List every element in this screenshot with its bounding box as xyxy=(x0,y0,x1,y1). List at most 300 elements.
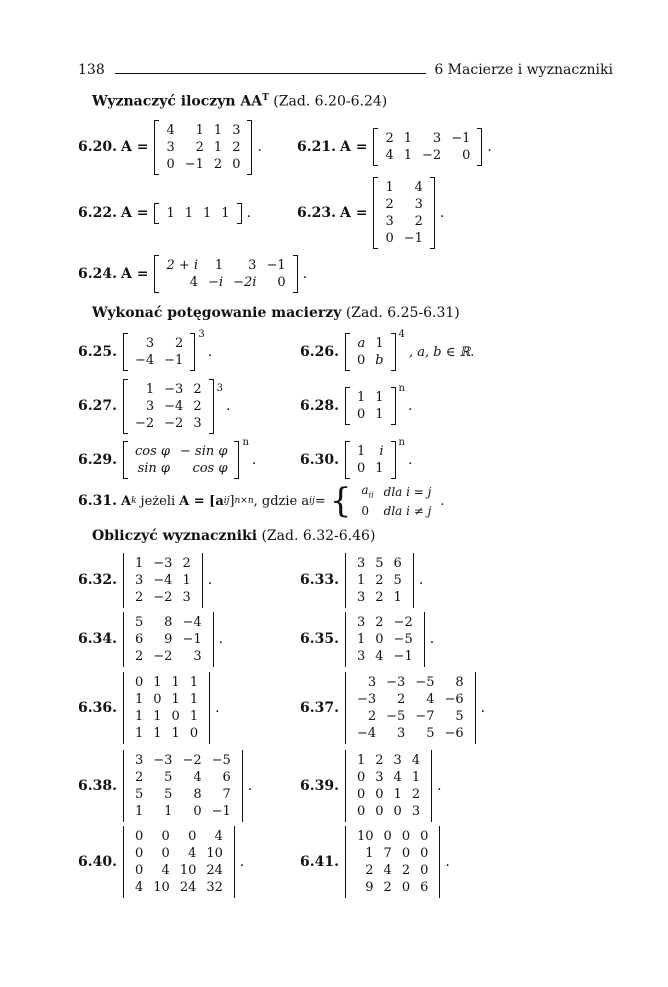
matrix-cell: 3 xyxy=(356,589,366,605)
problem-6-40: 6.40. 0 0 0 4 0 0 4 10 0 4 10 24 4 10 24 32 . xyxy=(78,826,244,898)
matrix-row xyxy=(352,674,469,691)
matrix-cell: 3 xyxy=(182,589,191,605)
matrix-row xyxy=(161,257,290,274)
matrix-cell: 2 xyxy=(365,863,374,878)
matrix-grid xyxy=(380,130,475,164)
matrix-row xyxy=(352,572,407,589)
matrix-cell: 1 xyxy=(171,692,180,707)
matrix-cell: 2 xyxy=(175,336,184,351)
matrix-grid xyxy=(130,335,188,369)
section-title-det: Obliczyć wyznaczniki (Zad. 6.32-6.46) xyxy=(92,528,376,544)
determinant xyxy=(345,750,432,822)
matrix-cell: 3 xyxy=(145,336,155,351)
matrix-row xyxy=(130,648,207,665)
matrix-cell: 4 xyxy=(375,648,384,664)
matrix-cell: 1 xyxy=(166,205,175,221)
determinant xyxy=(123,553,203,608)
matrix-cell: 2 xyxy=(195,139,204,155)
matrix-row xyxy=(130,631,207,648)
matrix-cell: 1 xyxy=(375,407,384,422)
matrix-cell: 2 xyxy=(383,880,392,895)
matrix-cell: −1 xyxy=(403,231,423,246)
matrix-cell: 5 xyxy=(134,787,144,802)
lhs: A = xyxy=(120,139,149,155)
matrix-cell: 2 xyxy=(213,156,223,172)
matrix-cell: 1 xyxy=(164,804,173,819)
matrix-cell: −5 xyxy=(393,631,413,647)
matrix-cell: 2 xyxy=(182,555,191,571)
matrix-cell: 10 xyxy=(179,863,197,878)
matrix-cell: 1 xyxy=(411,770,421,785)
matrix-cell: −i xyxy=(208,275,224,290)
matrix-row xyxy=(130,589,196,606)
matrix xyxy=(123,441,239,479)
matrix-cell: 0 xyxy=(153,692,162,707)
matrix-cell: 1 xyxy=(153,675,162,690)
matrix-cell: 1 xyxy=(195,122,204,138)
matrix-cell: 4 xyxy=(393,770,402,785)
matrix-cell: 2 xyxy=(375,589,384,605)
matrix-cell: 1 xyxy=(171,675,180,690)
matrix-cell: 1 xyxy=(153,726,162,741)
matrix-cell: −4 xyxy=(356,726,377,741)
matrix-cell: 9 xyxy=(164,631,173,647)
matrix-cell: b xyxy=(375,353,384,368)
matrix-cell: −3 xyxy=(153,753,173,768)
matrix-cell: −4 xyxy=(153,572,173,588)
matrix-row xyxy=(130,460,232,477)
matrix-cell: 3 xyxy=(193,415,202,431)
matrix-cell: − sin φ xyxy=(180,444,228,459)
matrix-cell: 5 xyxy=(426,726,435,741)
matrix-cell: 2 xyxy=(385,197,394,212)
matrix-cell: 4 xyxy=(188,846,197,861)
problem-6-34: 6.34. 5 8 −4 6 9 −1 2 −2 3 . xyxy=(78,612,223,666)
matrix-cell: 1 xyxy=(375,336,384,351)
matrix-cell: 0 xyxy=(134,846,144,861)
matrix-grid xyxy=(380,179,427,247)
matrix-cell: 3 xyxy=(166,139,175,155)
matrix-grid xyxy=(161,257,290,291)
matrix-cell: 0 xyxy=(161,846,170,861)
matrix-cell: −1 xyxy=(164,353,184,368)
matrix-cell: −1 xyxy=(182,631,202,647)
matrix-cell: sin φ xyxy=(137,461,170,476)
matrix-row xyxy=(161,205,234,222)
problem-6-21: 6.21. A = 2 1 3 −1 4 1 −2 0 . xyxy=(297,128,492,166)
matrix-cell: 0 xyxy=(171,709,180,724)
matrix-cell: 1 xyxy=(365,846,374,861)
matrix-cell: 1 xyxy=(134,555,144,571)
matrix-cell: 32 xyxy=(206,880,223,895)
problem-6-23: 6.23. A = 1 4 2 3 3 2 0 −1 . xyxy=(297,178,444,248)
matrix-cell: −2 xyxy=(153,589,173,605)
matrix-cell: −1 xyxy=(184,156,204,172)
matrix-cell: 0 xyxy=(375,631,384,647)
matrix-cell: 4 xyxy=(134,880,144,895)
determinant xyxy=(123,672,210,744)
matrix-cell: 0 xyxy=(383,829,392,844)
matrix-cell: −1 xyxy=(211,804,231,819)
matrix xyxy=(123,333,195,371)
matrix-cell: 1 xyxy=(153,709,162,724)
matrix-row xyxy=(352,589,407,606)
matrix-cell: 1 xyxy=(182,572,191,588)
matrix xyxy=(345,387,396,425)
problem-6-36: 6.36. 0 1 1 1 1 0 1 1 1 1 0 1 1 1 1 0 . xyxy=(78,672,220,744)
matrix-row xyxy=(130,828,228,845)
matrix-cell: 5 xyxy=(393,572,402,588)
matrix-cell: −5 xyxy=(386,709,406,724)
matrix-cell: 0 xyxy=(189,726,199,741)
matrix-cell: −3 xyxy=(164,381,184,397)
determinant xyxy=(345,672,476,744)
matrix-cell: 0 xyxy=(134,863,144,878)
matrix-row xyxy=(130,879,228,896)
matrix-row xyxy=(352,631,418,648)
matrix xyxy=(345,441,396,479)
matrix-cell: 0 xyxy=(385,231,394,246)
chapter-title: 6 Macierze i wyznaczniki xyxy=(434,62,613,78)
matrix-cell: 6 xyxy=(134,631,144,647)
matrix-cell: −2 xyxy=(393,614,413,630)
matrix-grid xyxy=(130,674,203,742)
matrix-cell: −1 xyxy=(266,258,286,273)
matrix-row xyxy=(130,674,203,691)
matrix-cell: 2 xyxy=(134,648,144,664)
matrix-cell: −4 xyxy=(164,398,184,414)
matrix-cell: −6 xyxy=(444,726,464,741)
matrix-row xyxy=(352,752,425,769)
matrix-row xyxy=(352,845,433,862)
matrix-row xyxy=(130,443,232,460)
problem-6-35: 6.35. 3 2 −2 1 0 −5 3 4 −1 . xyxy=(300,612,434,666)
matrix-cell: 6 xyxy=(420,880,429,895)
matrix-cell: 3 xyxy=(134,753,144,768)
matrix-grid xyxy=(352,555,407,606)
matrix-cell: 4 xyxy=(383,863,392,878)
matrix-row xyxy=(130,708,203,725)
matrix-cell: 0 xyxy=(375,804,384,819)
matrix-row xyxy=(380,130,475,147)
matrix-cell: 5 xyxy=(164,787,173,802)
problem-6-31: 6.31. A k jeżeli A = [a ij ] n×n , gdzie a ij = { $a_{ii}$ dla i = j 0 dla i ≠ j . xyxy=(78,481,445,521)
matrix-row xyxy=(352,460,389,477)
matrix-cell: 2 xyxy=(385,131,394,146)
matrix xyxy=(154,255,297,293)
matrix-cell: 1 xyxy=(134,804,144,819)
problem-6-27: 6.27. 1 −3 2 3 −4 2 −2 −2 3 3 . xyxy=(78,380,230,432)
matrix-grid xyxy=(130,555,196,606)
matrix-row xyxy=(352,614,418,631)
matrix xyxy=(154,120,252,175)
matrix-cell: 1 xyxy=(356,753,366,768)
matrix xyxy=(373,177,434,249)
page-header xyxy=(78,56,613,78)
problem-6-39: 6.39. 1 2 3 4 0 3 4 1 0 0 1 2 0 0 0 3 . xyxy=(300,750,442,822)
matrix-row xyxy=(130,862,228,879)
matrix-cell: −7 xyxy=(415,709,435,724)
piecewise-definition: { $a_{ii}$ dla i = j 0 dla i ≠ j xyxy=(329,481,432,521)
matrix-cell: 1 xyxy=(356,444,366,459)
matrix-cell: 10 xyxy=(356,829,374,844)
matrix-cell: −3 xyxy=(386,675,406,690)
matrix-cell: 0 xyxy=(356,353,366,368)
matrix-cell: 0 xyxy=(193,804,202,819)
matrix-cell: 4 xyxy=(214,829,223,844)
matrix-grid xyxy=(130,752,236,820)
matrix-cell: −3 xyxy=(356,692,377,707)
matrix-cell: 1 xyxy=(134,709,144,724)
matrix-row xyxy=(130,555,196,572)
matrix-cell: −3 xyxy=(153,555,173,571)
matrix-cell: 8 xyxy=(193,787,202,802)
matrix-cell: 0 xyxy=(401,880,411,895)
matrix-cell: 1 xyxy=(214,258,224,273)
matrix-cell: 4 xyxy=(385,148,394,163)
problem-6-29: 6.29. cos φ − sin φ sin φ cos φ n . xyxy=(78,442,256,478)
matrix-cell: 0 xyxy=(232,156,241,172)
matrix-cell: 1 xyxy=(403,131,413,146)
matrix-cell: 2 xyxy=(401,863,411,878)
matrix-cell: 24 xyxy=(179,880,197,895)
matrix-cell: 1 xyxy=(189,709,199,724)
matrix-cell: −2 xyxy=(153,648,173,664)
matrix-row xyxy=(352,648,418,665)
matrix-cell: 0 xyxy=(188,829,197,844)
matrix-grid xyxy=(130,381,207,432)
matrix-cell: 0 xyxy=(356,787,366,802)
matrix-row xyxy=(352,352,389,369)
matrix-cell: 1 xyxy=(171,726,180,741)
matrix-row xyxy=(352,406,389,423)
problem-6-24: 6.24. A = 2 + i 1 3 −1 4 −i −2i 0 . xyxy=(78,256,307,292)
matrix-cell: 10 xyxy=(153,880,170,895)
problem-6-26: 6.26. a 1 0 b 4 , a, b ∈ ℝ. xyxy=(300,334,474,370)
matrix-cell: i xyxy=(379,444,384,459)
matrix-cell: 24 xyxy=(206,863,223,878)
matrix-cell: a xyxy=(357,336,366,351)
matrix-grid xyxy=(130,443,232,477)
matrix-cell: 0 xyxy=(166,156,175,172)
matrix-row xyxy=(130,725,203,742)
matrix-row xyxy=(130,803,236,820)
matrix-cell: 2 xyxy=(134,770,144,785)
matrix-cell: 2 xyxy=(375,572,384,588)
matrix-cell: −1 xyxy=(451,131,471,146)
problem-6-28: 6.28. 1 1 0 1 n . xyxy=(300,388,412,424)
matrix-cell: −2 xyxy=(164,415,184,431)
matrix-row xyxy=(130,769,236,786)
matrix-cell: 1 xyxy=(189,675,199,690)
matrix xyxy=(123,379,214,434)
matrix-cell: 8 xyxy=(455,675,464,690)
matrix-row xyxy=(380,230,427,247)
matrix-cell: 2 xyxy=(232,139,241,155)
problem-6-33: 6.33. 3 5 6 1 2 5 3 2 1 . xyxy=(300,553,423,607)
matrix-cell: 1 xyxy=(375,461,384,476)
matrix-row xyxy=(352,389,389,406)
matrix-grid xyxy=(161,205,234,222)
matrix-row xyxy=(352,879,433,896)
matrix-row xyxy=(352,769,425,786)
matrix-cell: 0 xyxy=(277,275,286,290)
matrix-row xyxy=(130,335,188,352)
matrix-grid xyxy=(352,614,418,665)
matrix xyxy=(345,333,396,371)
matrix-cell: 5 xyxy=(164,770,173,785)
matrix-cell: 0 xyxy=(356,461,366,476)
matrix-cell: 2 xyxy=(193,398,202,414)
matrix-cell: 2 xyxy=(411,787,421,802)
matrix-row xyxy=(161,139,245,156)
matrix-cell: 3 xyxy=(145,398,155,414)
matrix-row xyxy=(352,443,389,460)
matrix-cell: 3 xyxy=(411,804,421,819)
matrix-grid xyxy=(352,752,425,820)
section-title-product: Wyznaczyć iloczyn $AA^T$ (Zad. 6.20-6.24) xyxy=(92,93,388,110)
matrix-cell: 0 xyxy=(356,804,366,819)
matrix-grid xyxy=(352,335,389,369)
matrix-cell: 4 xyxy=(411,753,421,768)
matrix-cell: 0 xyxy=(401,829,411,844)
matrix-cell: 3 xyxy=(375,770,384,785)
matrix-grid xyxy=(352,389,389,423)
matrix-cell: 1 xyxy=(403,148,413,163)
matrix-cell: −4 xyxy=(182,614,202,630)
problem-6-25: 6.25. 3 2 −4 −1 3 . xyxy=(78,334,212,370)
matrix-cell: 1 xyxy=(189,692,199,707)
matrix-cell: 3 xyxy=(393,753,402,768)
matrix-cell: 4 xyxy=(426,692,435,707)
matrix-row xyxy=(380,147,475,164)
determinant xyxy=(345,553,414,608)
matrix-cell: 2 xyxy=(414,214,423,229)
matrix-row xyxy=(352,828,433,845)
matrix-cell: 0 xyxy=(134,829,144,844)
matrix-row xyxy=(380,196,427,213)
matrix-cell: cos φ xyxy=(134,444,170,459)
matrix-cell: 2 + i xyxy=(166,258,199,273)
matrix-cell: 0 xyxy=(161,829,170,844)
matrix xyxy=(373,128,482,166)
matrix-cell: 5 xyxy=(134,614,144,630)
matrix-row xyxy=(352,803,425,820)
matrix-cell: 3 xyxy=(232,122,241,138)
matrix-row xyxy=(130,614,207,631)
matrix-cell: 0 xyxy=(462,148,471,163)
matrix-cell: 0 xyxy=(393,804,402,819)
matrix-cell: 0 xyxy=(420,829,429,844)
matrix-cell: 0 xyxy=(420,863,429,878)
problem-6-38: 6.38. 3 −3 −2 −5 2 5 4 6 5 5 8 7 1 1 0 −1 . xyxy=(78,750,252,822)
matrix-cell: 1 xyxy=(145,381,155,397)
matrix-row xyxy=(130,381,207,398)
matrix-cell: 3 xyxy=(356,555,366,571)
matrix-row xyxy=(130,845,228,862)
matrix-cell: 1 xyxy=(385,180,394,195)
matrix-row xyxy=(352,786,425,803)
matrix-cell: 4 xyxy=(414,180,423,195)
matrix-row xyxy=(352,708,469,725)
matrix-grid xyxy=(130,828,228,896)
matrix-cell: 2 xyxy=(375,753,384,768)
matrix-row xyxy=(352,555,407,572)
matrix-cell: 3 xyxy=(385,214,394,229)
matrix-row xyxy=(352,335,389,352)
matrix-cell: 0 xyxy=(356,770,366,785)
matrix-cell: −2 xyxy=(182,753,202,768)
problem-6-41: 6.41. 10 0 0 0 1 7 0 0 2 4 2 0 9 2 0 6 . xyxy=(300,826,450,898)
matrix-cell: cos φ xyxy=(192,461,228,476)
matrix-cell: 5 xyxy=(375,555,384,571)
matrix-cell: −4 xyxy=(134,353,155,368)
matrix-row xyxy=(161,274,290,291)
matrix-cell: 4 xyxy=(161,863,170,878)
matrix-cell: 3 xyxy=(367,675,377,690)
matrix-cell: 6 xyxy=(393,555,402,571)
matrix-row xyxy=(161,122,245,139)
matrix-cell: 2 xyxy=(397,692,406,707)
matrix-cell: 4 xyxy=(193,770,202,785)
matrix-cell: 1 xyxy=(393,589,402,605)
matrix-row xyxy=(130,398,207,415)
matrix-row xyxy=(380,179,427,196)
matrix-grid xyxy=(352,674,469,742)
problem-6-37: 6.37. 3 −3 −5 8 −3 2 4 −6 2 −5 −7 5 −4 3 5 −6 . xyxy=(300,672,485,744)
problem-6-22: 6.22. A = 1 1 1 1 . xyxy=(78,201,251,225)
matrix-cell: 0 xyxy=(401,846,411,861)
matrix-cell: 2 xyxy=(134,589,144,605)
matrix-cell: 1 xyxy=(134,726,144,741)
matrix xyxy=(154,203,241,224)
matrix-cell: −5 xyxy=(415,675,435,690)
matrix-grid xyxy=(352,828,433,896)
matrix-cell: 1 xyxy=(221,205,230,221)
matrix-row xyxy=(130,352,188,369)
matrix-cell: 3 xyxy=(397,726,406,741)
matrix-cell: 10 xyxy=(206,846,223,861)
matrix-cell: −1 xyxy=(393,648,413,664)
matrix-cell: 3 xyxy=(134,572,144,588)
section-title-power: Wykonać potęgowanie macierzy (Zad. 6.25-6.31) xyxy=(92,305,460,321)
matrix-grid xyxy=(352,443,389,477)
matrix-cell: 3 xyxy=(248,258,257,273)
matrix-cell: −2 xyxy=(134,415,155,431)
header-rule xyxy=(115,73,427,74)
matrix-cell: 3 xyxy=(356,614,366,630)
matrix-row xyxy=(380,213,427,230)
matrix-row xyxy=(130,691,203,708)
matrix-cell: 1 xyxy=(356,631,366,647)
matrix-row xyxy=(352,725,469,742)
matrix-row xyxy=(130,572,196,589)
matrix-cell: 2 xyxy=(193,381,202,397)
matrix-cell: 6 xyxy=(222,770,231,785)
matrix-cell: 1 xyxy=(134,692,144,707)
determinant xyxy=(123,750,243,822)
matrix-cell: 8 xyxy=(164,614,173,630)
matrix-cell: 0 xyxy=(420,846,429,861)
matrix-cell: 1 xyxy=(375,390,384,405)
problem-6-32: 6.32. 1 −3 2 3 −4 1 2 −2 3 . xyxy=(78,553,212,607)
matrix-row xyxy=(130,752,236,769)
matrix-cell: 2 xyxy=(367,709,377,724)
page-number: 138 xyxy=(78,62,105,78)
matrix-grid xyxy=(161,122,245,173)
matrix-row xyxy=(352,691,469,708)
matrix-cell: −5 xyxy=(211,753,231,768)
